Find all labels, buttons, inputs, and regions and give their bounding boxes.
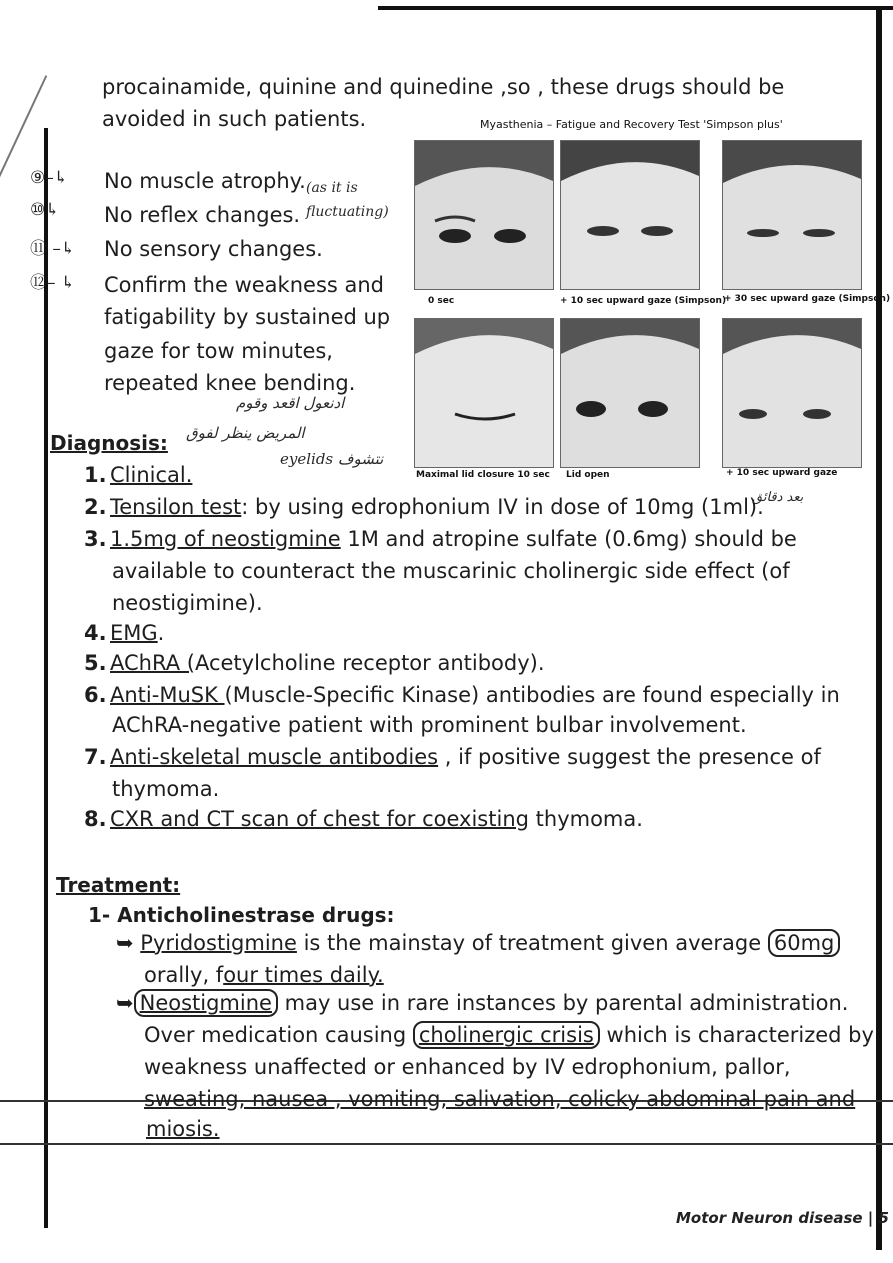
diagnosis-item-6-cont: AChRA-negative patient with prominent bulbar involvement. [112, 713, 747, 737]
pyridostigmine-line-2 [144, 960, 384, 990]
photo-lid-open [560, 318, 700, 468]
item-lead: CXR and CT scan of chest for coexisting [110, 807, 529, 831]
feature-no-sensory: No sensory changes. [104, 237, 323, 261]
caption-30-sec: + 30 sec upward gaze (Simpson) [724, 294, 891, 304]
diagnosis-item-7-cont: thymoma. [112, 777, 220, 801]
neostigmine-line-4: sweating, nausea , vomiting, salivation, colicky abdominal pain and [144, 1087, 856, 1111]
item-lead: EMG [110, 621, 158, 645]
diagnosis-item-3-cont: neostigimine). [112, 591, 263, 615]
diagnosis-item-1 [84, 460, 192, 490]
dose-60mg: 60mg [768, 929, 841, 957]
item-lead: Tensilon test [110, 495, 242, 519]
handnote-eyelids: eyelids نتشوف [280, 450, 384, 468]
marker-12: ⑫– ↳ [30, 273, 76, 293]
item-text: thymoma. [528, 807, 643, 831]
neostigmine-line-1 [116, 988, 848, 1018]
neostigmine-line-3: weakness unaffected or enhanced by IV edrophonium, pallor, [144, 1055, 791, 1079]
caption-lid-open: Lid open [566, 470, 610, 480]
arrow-icon: ➥ [116, 991, 134, 1015]
diagnosis-item-5 [84, 648, 545, 678]
item-text: : by using edrophonium IV in dose of 10mg (1ml). [241, 495, 764, 519]
item-lead: Anti-skeletal muscle antibodies [110, 745, 439, 769]
feature-confirm: Confirm the weakness and [104, 273, 385, 297]
caption-upward-gaze: + 10 sec upward gaze [726, 468, 838, 478]
arrow-icon: ➥ [116, 931, 141, 955]
figure-title: Myasthenia – Fatigue and Recovery Test 'Simpson plus' [480, 118, 783, 131]
item-number: 3. [84, 527, 107, 551]
photo-lid-closure [414, 318, 554, 468]
page-border-left [44, 128, 48, 1228]
handnote-arabic-2: المريض ينظر لفوق [186, 424, 305, 442]
item-number: 1. [84, 463, 107, 487]
caption-0-sec: 0 sec [428, 296, 455, 306]
diagnosis-item-2 [84, 492, 764, 522]
feature-confirm-cont: fatigability by sustained up [104, 305, 391, 329]
diagnosis-item-3-cont: available to counteract the muscarinic cholinergic side effect (of [112, 559, 790, 583]
item-lead: AChRA ( [110, 651, 195, 675]
neostigmine-text: Over medication causing [144, 1023, 413, 1047]
pyridostigmine-freq: our times daily. [223, 963, 384, 987]
marker-11: ⑪ –↳ [30, 239, 76, 259]
caption-10-sec: + 10 sec upward gaze (Simpson) [560, 296, 727, 306]
item-number: 6. [84, 683, 107, 707]
neostigmine-text: which is characterized by [599, 1023, 874, 1047]
feature-no-atrophy: No muscle atrophy. [104, 169, 306, 193]
item-text: . [157, 621, 165, 645]
treatment-heading: Treatment: [56, 873, 181, 897]
item-number: 5. [84, 651, 107, 675]
pyridostigmine-line-1 [116, 928, 840, 958]
page-footer: Motor Neuron disease | 5 [676, 1209, 889, 1227]
item-lead: 1.5mg of neostigmine [110, 527, 341, 551]
item-number: 7. [84, 745, 107, 769]
item-text: Acetylcholine receptor antibody). [194, 651, 545, 675]
item-text: (Muscle-Specific Kinase) antibodies are found especially in [224, 683, 840, 707]
diagnosis-item-6 [84, 680, 840, 710]
diagnosis-heading: Diagnosis: [50, 431, 168, 455]
neostigmine-line-2 [144, 1020, 874, 1050]
item-number: 4. [84, 621, 107, 645]
pyridostigmine-text: is the mainstay of treatment given average [296, 931, 768, 955]
diagnosis-item-8 [84, 804, 643, 834]
photo-30-sec [722, 140, 862, 290]
item-text: 1M and atropine sulfate (0.6mg) should be [340, 527, 797, 551]
marker-9: ⑨–↳ [30, 168, 68, 188]
item-text: , if positive suggest the presence of [438, 745, 821, 769]
page-border-right [876, 10, 882, 1250]
photo-0-sec [414, 140, 554, 290]
treatment-subheading: 1- Anticholinestrase drugs: [88, 903, 395, 927]
drug-pyridostigmine: Pyridostigmine [140, 931, 297, 955]
intro-line-1: procainamide, quinine and quinedine ,so , these drugs should be [102, 75, 785, 99]
feature-confirm-cont: gaze for tow minutes, [104, 339, 333, 363]
feature-no-reflex: No reflex changes. [104, 203, 301, 227]
caption-lid-closure: Maximal lid closure 10 sec [416, 470, 550, 480]
diagnosis-item-4 [84, 618, 164, 648]
photo-10-sec [560, 140, 700, 290]
diagnosis-item-3 [84, 524, 797, 554]
item-number: 8. [84, 807, 107, 831]
photo-upward-gaze [722, 318, 862, 468]
marker-10: ⑩↳ [30, 200, 60, 220]
item-lead: Anti-MuSK [110, 683, 225, 707]
handnote-arabic-1: ادنعول اقعد وقوم [236, 394, 345, 412]
cholinergic-crisis: cholinergic crisis [413, 1021, 600, 1049]
neostigmine-text: may use in rare instances by parental administration. [277, 991, 849, 1015]
intro-line-2: avoided in such patients. [102, 107, 367, 131]
neostigmine-line-5: miosis. [146, 1117, 220, 1141]
handnote-arabic-3: بعد دقائق [752, 490, 804, 505]
diagnosis-item-7 [84, 742, 821, 772]
item-number: 2. [84, 495, 107, 519]
pyridostigmine-text: orally, f [144, 963, 224, 987]
item-lead: Clinical. [110, 463, 193, 487]
scan-line [0, 1143, 893, 1145]
feature-confirm-cont: repeated knee bending. [104, 371, 356, 395]
handnote-fluctuating: (as it is fluctuating) [306, 180, 389, 220]
page-border-top [378, 6, 893, 10]
drug-neostigmine: Neostigmine [134, 989, 278, 1017]
